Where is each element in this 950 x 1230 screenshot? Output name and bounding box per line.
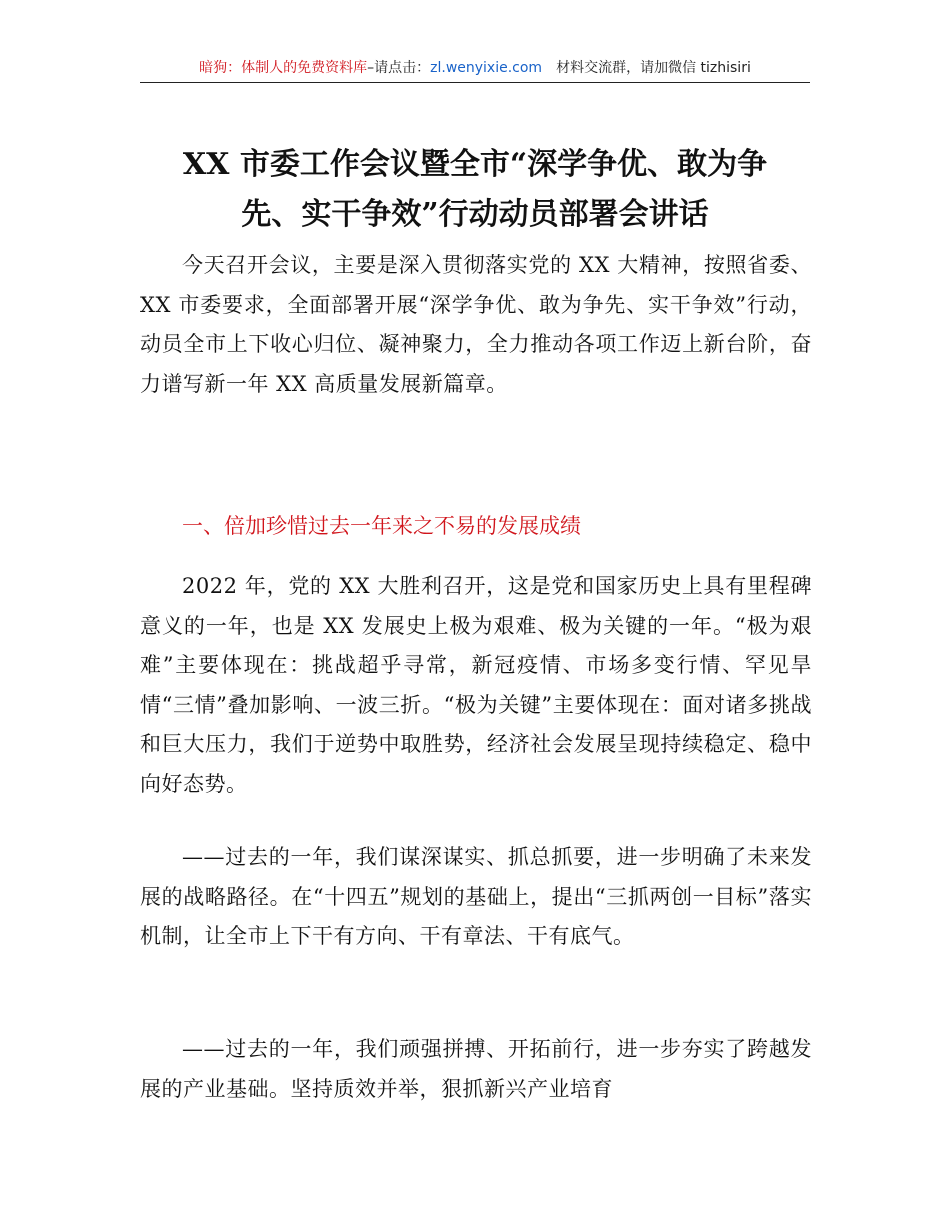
header-click-prompt: –请点击：: [367, 60, 431, 76]
title-line-1: XX 市委工作会议暨全市“深学争优、敢为争: [182, 147, 768, 182]
intro-paragraph: 今天召开会议，主要是深入贯彻落实党的 XX 大精神，按照省委、XX 市委要求，全面部署开展“深学争优、敢为争先、实干争效”行动，动员全市上下收心归位、凝神聚力，全力推动各项工作迈上新台阶，奋力谱写新一年 XX 高质量发展新篇章。: [140, 253, 812, 396]
header-site-name: 暗狗：体制人的免费资料库: [199, 60, 368, 76]
title-line-2: 先、实干争效”行动动员部署会讲话: [241, 197, 709, 232]
header-url-link[interactable]: zl.wenyixie.com: [430, 60, 543, 76]
page-header: [140, 56, 810, 83]
header-group-note: 材料交流群，请加微信 tizhisiri: [556, 60, 751, 76]
body-paragraph: ——过去的一年，我们谋深谋实、抓总抓要，进一步明确了未来发展的战略路径。在“十四五”规划的基础上，提出“三抓两创一目标”落实机制，让全市上下干有方向、干有章法、干有底气。: [140, 845, 812, 948]
section-heading: 一、倍加珍惜过去一年来之不易的发展成绩: [182, 514, 581, 538]
body-paragraph: 2022 年，党的 XX 大胜利召开，这是党和国家历史上具有里程碑意义的一年，也是 XX 发展史上极为艰难、极为关键的一年。“极为艰难”主要体现在：挑战超乎寻常，新冠疫情、市场多变行情、罕见旱情“三情”叠加影响、一波三折。“极为关键”主要体现在：面对诸多挑战和巨大压力，我们于逆势中取胜势，经济社会发展呈现持续稳定、稳中向好态势。: [140, 574, 812, 796]
body-paragraph: ——过去的一年，我们顽强拼搏、开拓前行，进一步夯实了跨越发展的产业基础。坚持质效并举，狠抓新兴产业培育: [140, 1037, 812, 1101]
document-title: [130, 140, 820, 240]
